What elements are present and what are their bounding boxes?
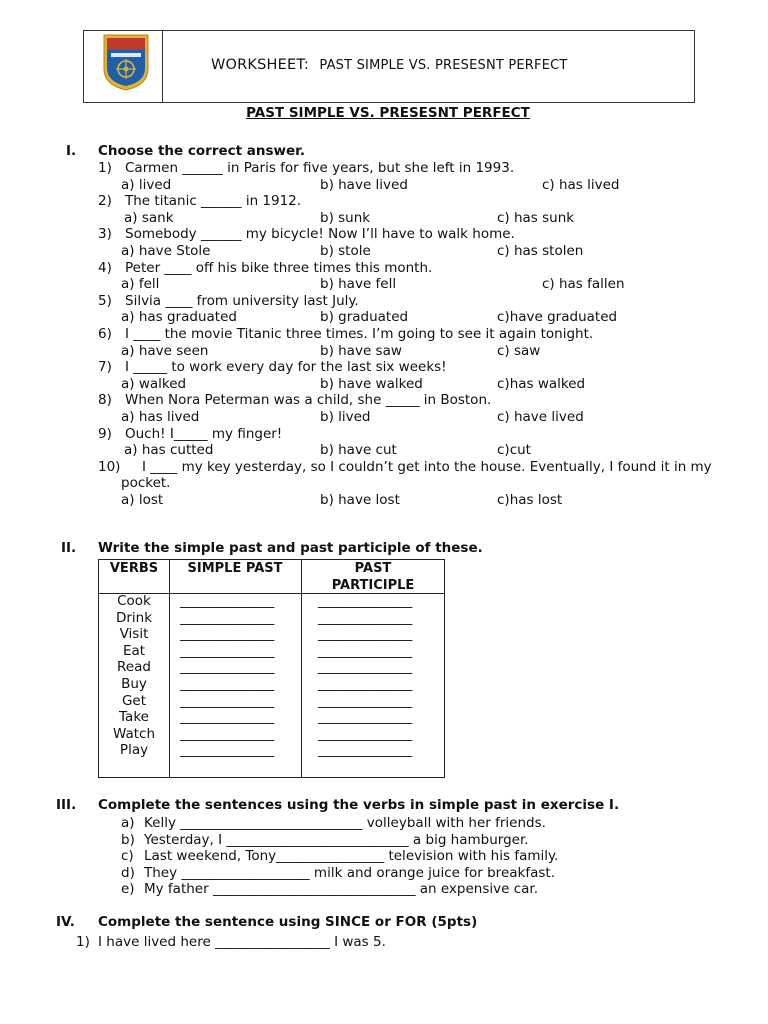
worksheet-subtitle: PAST SIMPLE VS. PRESESNT PERFECT <box>319 58 568 73</box>
verb-cell: Play <box>119 742 149 759</box>
question-number: 10) <box>98 458 121 475</box>
header-simple-past: SIMPLE PAST <box>187 561 283 576</box>
verb-table <box>98 559 445 778</box>
answer-option-b: b) have fell <box>320 276 397 293</box>
simple-past-blank[interactable]: _______________ <box>180 742 274 759</box>
answer-option-a: a) have seen <box>121 342 209 359</box>
answer-option-b: b) have saw <box>320 342 402 359</box>
past-participle-blank[interactable]: _______________ <box>318 626 412 643</box>
answer-option-c: c)cut <box>497 442 531 459</box>
document-title: PAST SIMPLE VS. PRESESNT PERFECT <box>246 105 530 121</box>
sentence-text: Yesterday, I ___________________________ a big hamburger. <box>144 831 529 848</box>
answer-option-a: a) walked <box>121 375 187 392</box>
question-text: Peter ____ off his bike three times this month. <box>125 259 433 276</box>
sentence-letter: c) <box>121 848 134 865</box>
answer-option-c: c)have graduated <box>497 309 618 326</box>
question-text: Carmen ______ in Paris for five years, but she left in 1993. <box>125 160 515 176</box>
past-participle-blank[interactable]: _______________ <box>318 659 412 676</box>
header-box <box>83 30 695 103</box>
verb-cell: Take <box>119 709 149 726</box>
sentence-letter: a) <box>121 815 135 831</box>
sentence-text: Kelly ___________________________ volleyball with her friends. <box>144 815 546 831</box>
simple-past-blank[interactable]: _______________ <box>180 609 274 626</box>
past-participle-blank[interactable]: _______________ <box>318 725 412 742</box>
question-number: 7) <box>98 359 112 376</box>
question-text: Ouch! I_____ my finger! <box>125 425 283 442</box>
section-3-number: III. <box>56 797 77 813</box>
header-verbs: VERBS <box>109 561 159 576</box>
answer-option-a: a) has cutted <box>124 442 214 459</box>
section-2-title: Write the simple past and past participle of these. <box>98 540 483 556</box>
header-past-participle-line1: PAST <box>354 561 392 576</box>
simple-past-blank[interactable]: _______________ <box>180 593 274 609</box>
question-number: 9) <box>98 425 112 442</box>
answer-option-c: c) has lived <box>542 176 620 193</box>
simple-past-blank[interactable]: _______________ <box>180 642 274 659</box>
question-number: 5) <box>98 292 112 309</box>
answer-option-c: c) saw <box>497 342 541 359</box>
sentence-text: Last weekend, Tony________________ television with his family. <box>144 848 559 865</box>
past-participle-blank[interactable]: _______________ <box>318 692 412 709</box>
answer-option-c: c) have lived <box>497 409 584 425</box>
past-participle-blank[interactable]: _______________ <box>318 676 412 692</box>
past-participle-blank[interactable]: _______________ <box>318 609 412 626</box>
past-participle-blank[interactable]: _______________ <box>318 742 412 759</box>
section-4-title: Complete the sentence using SINCE or FOR (5pts) <box>98 914 478 930</box>
answer-option-b: b) graduated <box>320 309 409 326</box>
question-number: 4) <box>98 259 112 276</box>
answer-option-b: b) sunk <box>320 209 371 226</box>
simple-past-blank[interactable]: _______________ <box>180 626 274 643</box>
question-number: 3) <box>98 226 112 243</box>
question-text: The titanic ______ in 1912. <box>125 193 302 210</box>
header-past-participle <box>301 561 445 594</box>
answer-option-a: a) fell <box>121 276 160 293</box>
answer-option-a: a) sank <box>124 209 174 226</box>
sentence-letter: e) <box>121 881 135 898</box>
answer-option-b: b) have walked <box>320 375 423 392</box>
question-number: 2) <box>98 193 112 210</box>
verb-cell: Read <box>117 659 151 676</box>
answer-option-a: a) lost <box>121 492 164 508</box>
answer-option-a: a) has lived <box>121 409 200 425</box>
answer-option-a: a) has graduated <box>121 309 237 326</box>
sentence-text: They ___________________ milk and orange juice for breakfast. <box>144 864 555 881</box>
answer-option-c: c)has lost <box>497 492 563 508</box>
sentence-letter: d) <box>121 864 135 881</box>
verb-cell: Drink <box>115 609 153 626</box>
answer-option-c: c) has sunk <box>497 209 575 226</box>
answer-option-b: b) have cut <box>320 442 397 459</box>
verb-cell: Buy <box>121 676 147 692</box>
section-2-number: II. <box>61 540 77 556</box>
answer-option-a: a) lived <box>121 176 172 193</box>
question-text: When Nora Peterman was a child, she _____ in Boston. <box>125 392 492 409</box>
header-past-participle-line2: PARTICIPLE <box>331 577 415 593</box>
sentence-letter: b) <box>121 831 135 848</box>
section-3-title: Complete the sentences using the verbs in simple past in exercise I. <box>98 797 620 813</box>
answer-option-b: b) lived <box>320 409 371 425</box>
section-4-number: IV. <box>56 914 75 930</box>
school-crest-logo <box>102 33 150 91</box>
past-participle-blank[interactable]: _______________ <box>318 593 412 609</box>
header-divider <box>162 31 163 102</box>
past-participle-blank[interactable]: _______________ <box>318 709 412 726</box>
question-text: I ____ the movie Titanic three times. I’m going to see it again tonight. <box>125 326 594 342</box>
verb-cell: Get <box>121 692 147 709</box>
question-text: I ____ my key yesterday, so I couldn’t get into the house. Eventually, I found it in my <box>142 458 712 475</box>
answer-option-c: c)has walked <box>497 375 586 392</box>
sentence-text: My father ______________________________ an expensive car. <box>144 881 539 898</box>
verb-cell: Watch <box>112 725 156 742</box>
past-participle-blank[interactable]: _______________ <box>318 642 412 659</box>
question-number: 6) <box>98 326 112 342</box>
worksheet-label: WORKSHEET: <box>211 57 309 73</box>
simple-past-blank[interactable]: _______________ <box>180 676 274 692</box>
section-1-number: I. <box>66 143 77 159</box>
sentence-number: 1) <box>76 934 90 950</box>
simple-past-blank[interactable]: _______________ <box>180 659 274 676</box>
simple-past-blank[interactable]: _______________ <box>180 725 274 742</box>
question-text-continued: pocket. <box>121 475 171 492</box>
answer-option-c: c) has stolen <box>497 243 584 259</box>
question-text: Silvia ____ from university last July. <box>125 292 359 309</box>
simple-past-blank[interactable]: _______________ <box>180 709 274 726</box>
simple-past-blank[interactable]: _______________ <box>180 692 274 709</box>
question-text: I _____ to work every day for the last six weeks! <box>125 359 447 376</box>
question-number: 8) <box>98 392 112 409</box>
answer-option-b: b) stole <box>320 243 371 259</box>
answer-option-b: b) have lost <box>320 492 400 508</box>
sentence-text: I have lived here _________________ I was 5. <box>98 934 386 950</box>
verb-cell: Cook <box>117 593 151 609</box>
answer-option-c: c) has fallen <box>542 276 625 293</box>
answer-option-b: b) have lived <box>320 176 408 193</box>
question-text: Somebody ______ my bicycle! Now I’ll have to walk home. <box>125 226 515 243</box>
question-number: 1) <box>98 160 112 176</box>
verb-cell: Visit <box>119 626 149 643</box>
section-1-title: Choose the correct answer. <box>98 143 306 159</box>
header-title <box>211 57 568 73</box>
answer-option-a: a) have Stole <box>121 243 211 259</box>
verb-cell: Eat <box>122 642 146 659</box>
